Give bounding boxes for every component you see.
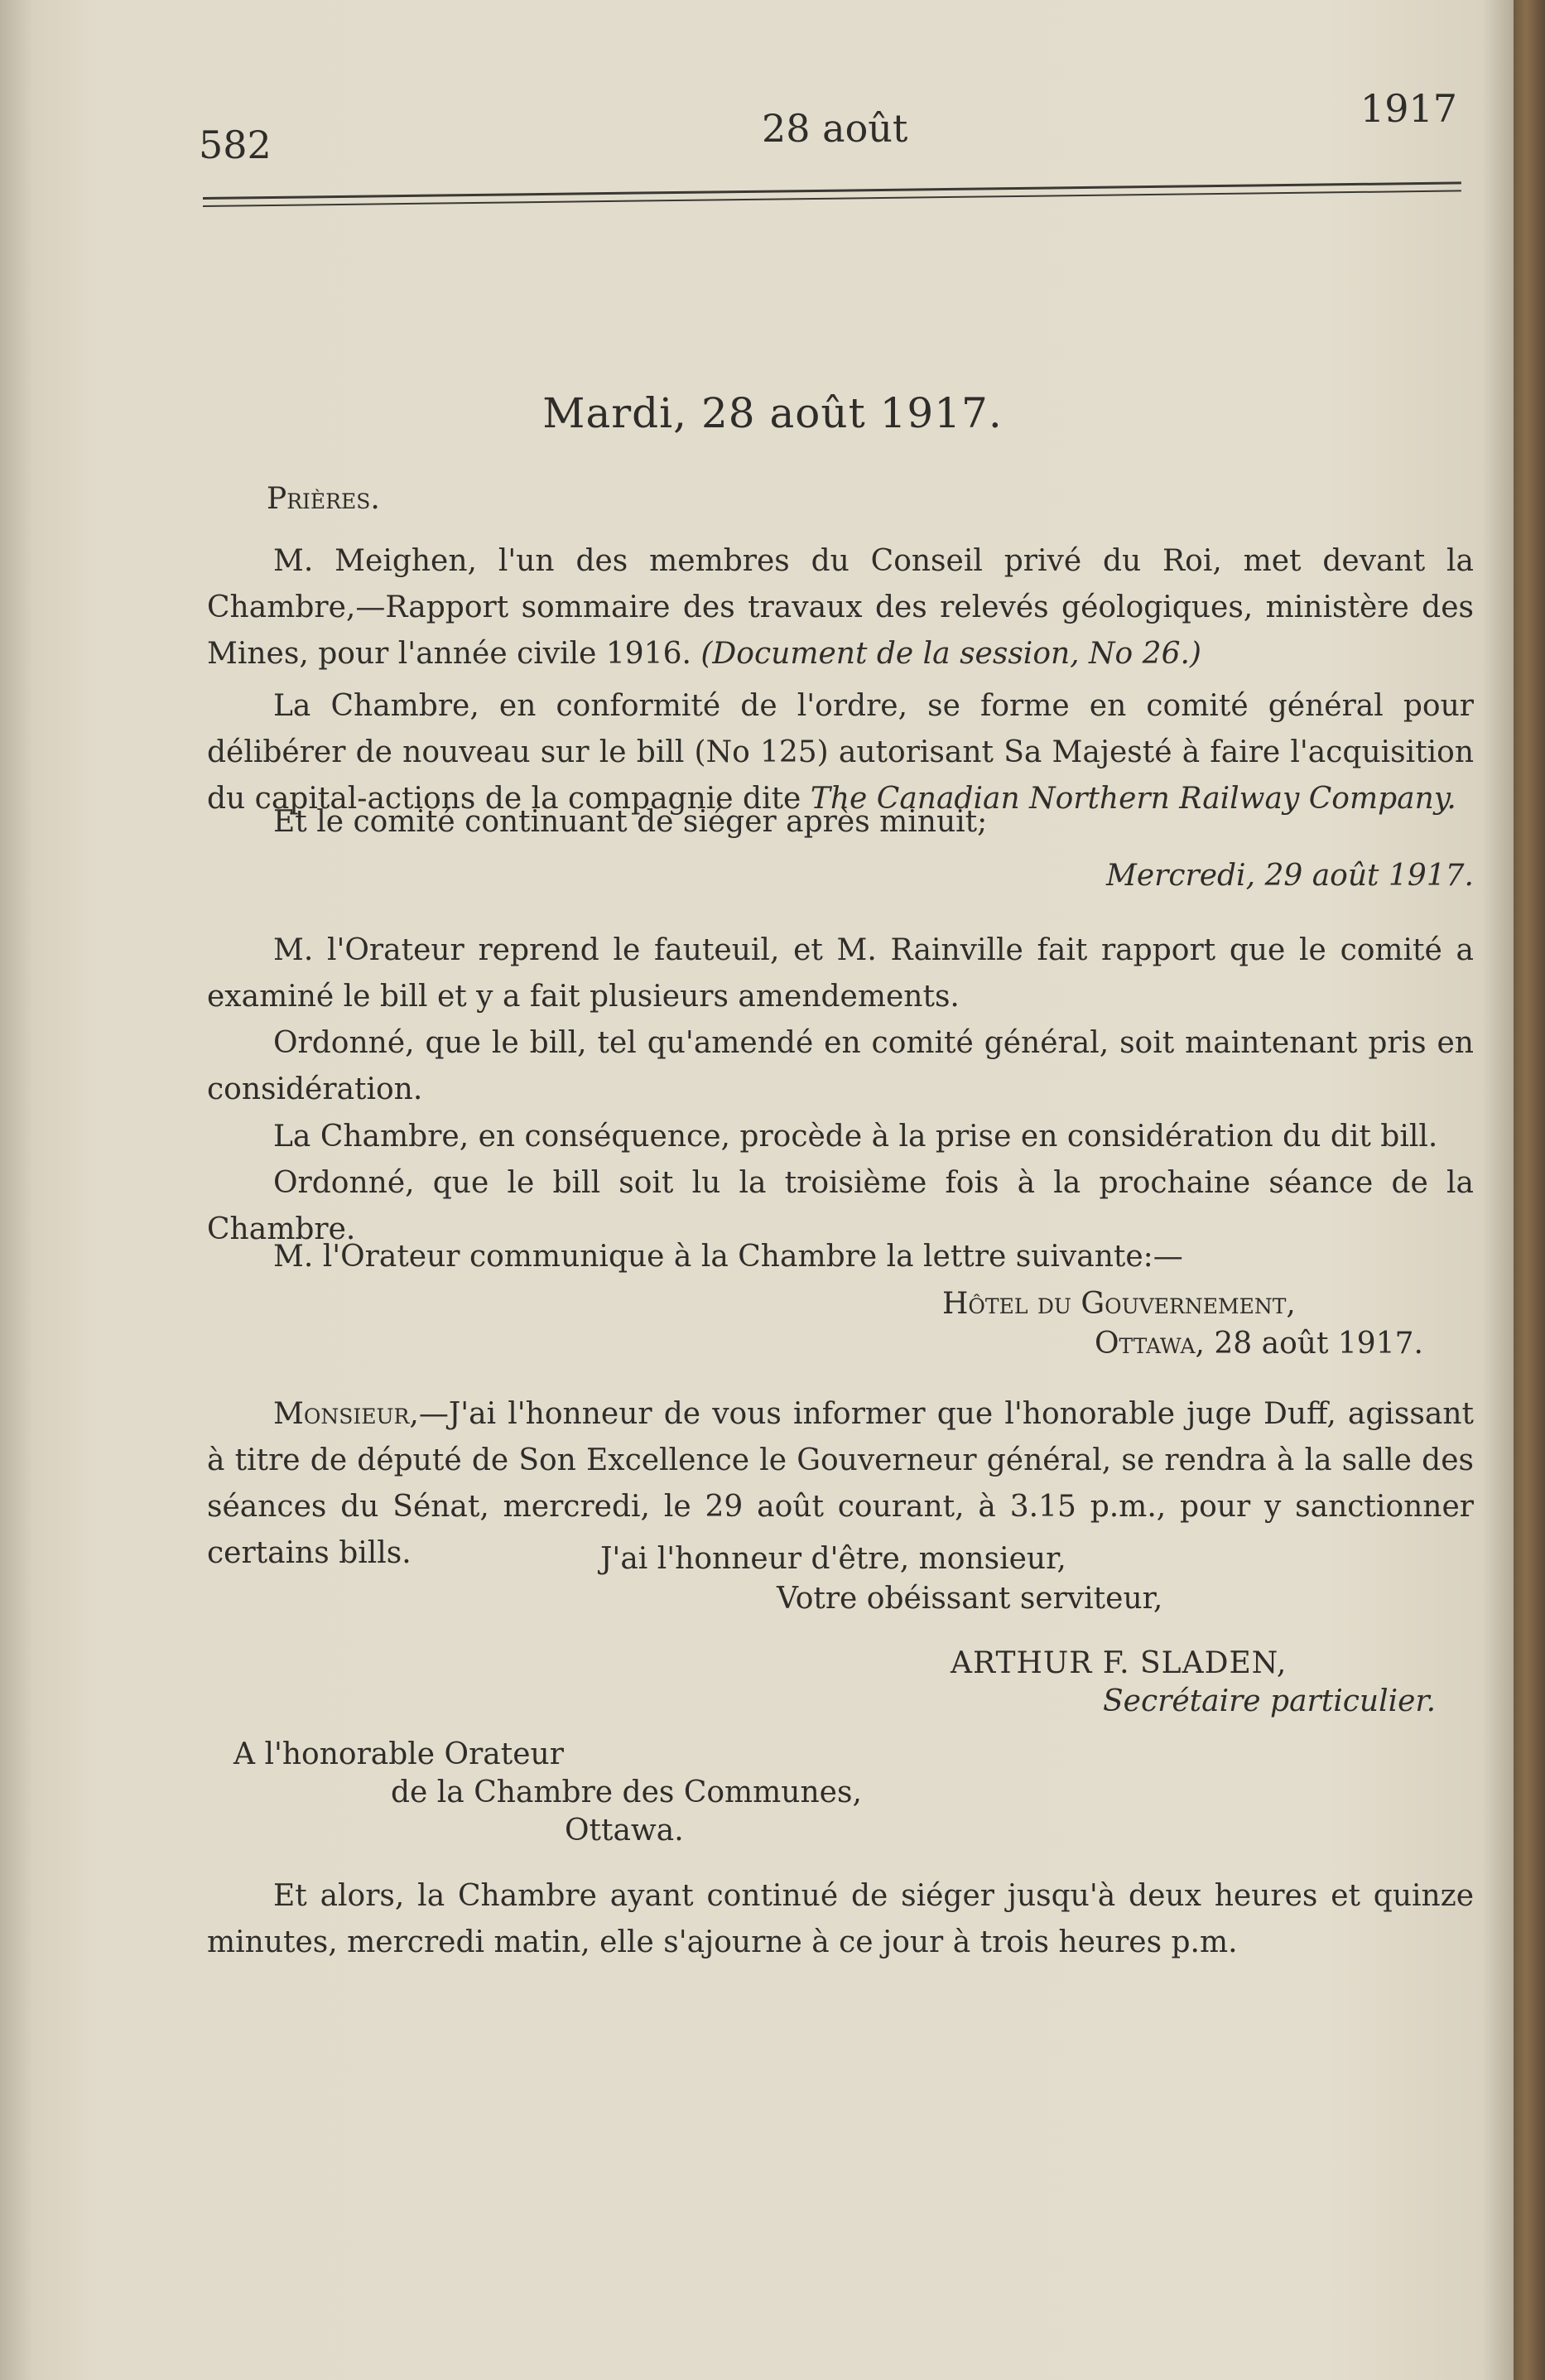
address-line-3: Ottawa. [565, 1814, 684, 1848]
paragraph-meighen [207, 538, 1474, 677]
paragraph-ajournement: Et alors, la Chambre ayant continué de siéger jusqu'à deux heures et quinze minutes, mercredi matin, elle s'ajourne à ce jour à trois heures p.m. [207, 1879, 1474, 1959]
paragraph-ordonne-2: Ordonné, que le bill soit lu la troisième fois à la prochaine séance de la Chambre. [207, 1166, 1474, 1246]
letter-place: Hôtel du Gouvernement, [942, 1287, 1296, 1321]
letter-closing-2: Votre obéissant serviteur, [777, 1582, 1163, 1616]
paragraph-text: M. Meighen, l'un des membres du Conseil privé du Roi, met devant la Chambre,—Rapport sommaire des travaux des relevés géologiques, ministère des Mines, pour l'année civile 1916. [207, 544, 1474, 671]
address-line-2: de la Chambre des Communes, [391, 1775, 862, 1809]
page-header [199, 83, 1457, 182]
letter-body-text: —J'ai l'honneur de vous informer que l'honorable juge Duff, agissant à titre de député de Son Excellence le Gouverneur général, se rendra à la salle des séances du Sénat, mercredi, le 29 août courant, à 3.15 p.m., pour y sanctionner certains bills. [207, 1397, 1474, 1570]
paragraph-text: La Chambre, en conformité de l'ordre, se forme en comité général pour délibérer de nouveau sur le bill (No 125) autorisant Sa Majesté à faire l'acquisition du capital-actions de la compagnie dite [207, 689, 1474, 816]
document-reference: (Document de la session, No 26.) [700, 637, 1201, 671]
letter-closing-1: J'ai l'honneur d'être, monsieur, [600, 1542, 1066, 1576]
letter-signature-title: Secrétaire particulier. [1103, 1684, 1437, 1718]
prieres-heading: Prières. [267, 482, 380, 516]
paragraph-rapport: M. l'Orateur reprend le fauteuil, et M. Rainville fait rapport que le comité a examiné le bill et y a fait plusieurs amendements. [207, 933, 1474, 1014]
book-spine [1514, 0, 1545, 2380]
letter-signature: ARTHUR F. SLADEN, [951, 1646, 1288, 1680]
letter-city: Ottawa, [1095, 1327, 1205, 1361]
page-title: Mardi, 28 août 1917. [542, 389, 1003, 437]
header-year: 1917 [1360, 86, 1457, 131]
date-mercredi: Mercredi, 29 août 1917. [1105, 859, 1474, 893]
paragraph-ordonne-1: Ordonné, que le bill, tel qu'amendé en comité général, soit maintenant pris en considération. [207, 1026, 1474, 1106]
address-line-1: A l'honorable Orateur [233, 1737, 564, 1771]
header-date: 28 août [762, 106, 908, 151]
letter-dateline [1095, 1323, 1423, 1365]
letter-date: 28 août 1917. [1214, 1327, 1423, 1361]
paragraph-minuit: Et le comité continuant de siéger après minuit; [273, 805, 988, 839]
page-number: 582 [199, 123, 272, 167]
paragraph-consideration: La Chambre, en conséquence, procède à la prise en considération du dit bill. [273, 1120, 1438, 1154]
company-name: The Canadian Northern Railway Company. [810, 782, 1456, 816]
letter-salutation: Monsieur, [273, 1397, 419, 1431]
paragraph-lettre: M. l'Orateur communique à la Chambre la lettre suivante:— [273, 1240, 1183, 1274]
